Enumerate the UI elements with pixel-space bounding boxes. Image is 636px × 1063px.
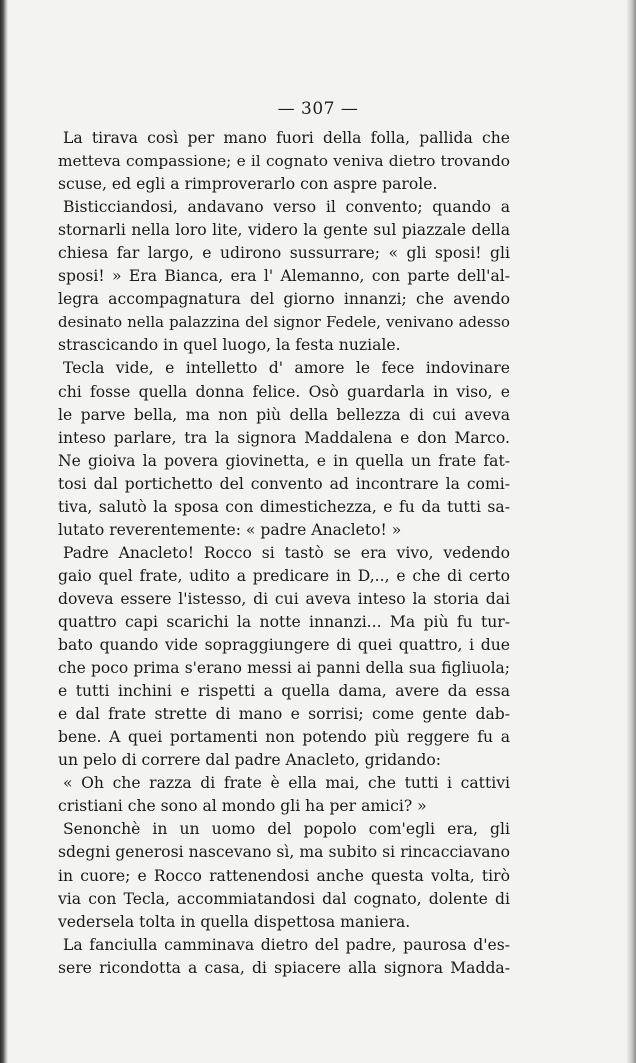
text-line: Senonchè in un uomo del popolo com'egli era, gli xyxy=(63,820,510,839)
text-line: vedersela tolta in quella dispettosa maniera. xyxy=(58,912,411,931)
text-line: e tutti inchini e rispetti a quella dama, avere da essa xyxy=(58,682,510,701)
text-line: chi fosse quella donna felice. Osò guardarla in viso, e xyxy=(58,382,510,401)
text-line: sere ricondotta a casa, di spiacere alla signora Madda- xyxy=(58,958,510,977)
text-line: Tecla vide, e intelletto d' amore le fece indovinare xyxy=(63,359,510,378)
text-line: legra accompagnatura del giorno innanzi; che avendo xyxy=(58,290,510,309)
text-line: quattro capi scarichi la notte innanzi... Ma più fu tur- xyxy=(58,612,510,631)
text-line: inteso parlare, tra la signora Maddalena e don Marco. xyxy=(58,428,510,447)
text-line: strascicando in quel luogo, la festa nuziale. xyxy=(58,336,401,355)
text-line: stornarli nella loro lite, videro la gente sul piazzale della xyxy=(58,221,510,240)
text-line: in cuore; e Rocco rattenendosi anche questa volta, tirò xyxy=(58,866,510,885)
page-number: — 307 — xyxy=(277,99,359,119)
text-line: sdegni generosi nascevano sì, ma subito si rincacciavano xyxy=(58,843,510,862)
text-line: via con Tecla, accommiatandosi dal cognato, dolente di xyxy=(58,889,510,908)
page-binding-edge xyxy=(0,0,8,1063)
text-line: bato quando vide sopraggiungere di quei quattro, i due xyxy=(58,636,510,655)
body-text xyxy=(58,127,510,980)
text-line: tiva, salutò la sposa con dimestichezza, e fu da tutti sa- xyxy=(58,497,510,516)
text-line: Ne gioiva la povera giovinetta, e in quella un frate fat- xyxy=(58,451,510,470)
page-outer-edge xyxy=(626,0,636,1063)
text-line: e dal frate strette di mano e sorrisi; come gente dab- xyxy=(58,705,510,724)
text-line: gaio quel frate, udito a predicare in D,.., e che di certo xyxy=(58,566,510,585)
text-line: chiesa far largo, e udirono sussurrare; « gli sposi! gli xyxy=(58,244,510,263)
text-line: Bisticciandosi, andavano verso il convento; quando a xyxy=(63,198,510,217)
text-line: un pelo di correre dal padre Anacleto, gridando: xyxy=(58,751,442,770)
text-line: metteva compassione; e il cognato veniva dietro trovando xyxy=(58,152,510,171)
text-line: La tirava così per mano fuori della folla, pallida che xyxy=(63,129,510,147)
text-line: cristiani che sono al mondo gli ha per amici? » xyxy=(58,797,427,816)
text-line: le parve bella, ma non più della bellezza di cui aveva xyxy=(58,405,510,424)
text-line: La fanciulla camminava dietro del padre, paurosa d'es- xyxy=(63,935,510,954)
text-line: tosi dal portichetto del convento ad incontrare la comi- xyxy=(58,474,510,493)
text-line: « Oh che razza di frate è ella mai, che tutti i cattivi xyxy=(63,774,510,793)
text-line: doveva essere l'istesso, di cui aveva inteso la storia dai xyxy=(58,589,510,608)
text-line: bene. A quei portamenti non potendo più reggere fu a xyxy=(58,728,510,747)
text-line: Padre Anacleto! Rocco si tastò se era vivo, vedendo xyxy=(63,543,510,562)
text-line: che poco prima s'erano messi ai panni della sua figliuola; xyxy=(58,659,510,678)
text-line: desinato nella palazzina del signor Fedele, venivano adesso xyxy=(58,313,510,332)
text-line: sposi! » Era Bianca, era l' Alemanno, con parte dell'al- xyxy=(58,267,510,286)
text-line: lutato reverentemente: « padre Anacleto! » xyxy=(58,520,402,539)
text-line: scuse, ed egli a rimproverarlo con aspre parole. xyxy=(58,175,438,194)
